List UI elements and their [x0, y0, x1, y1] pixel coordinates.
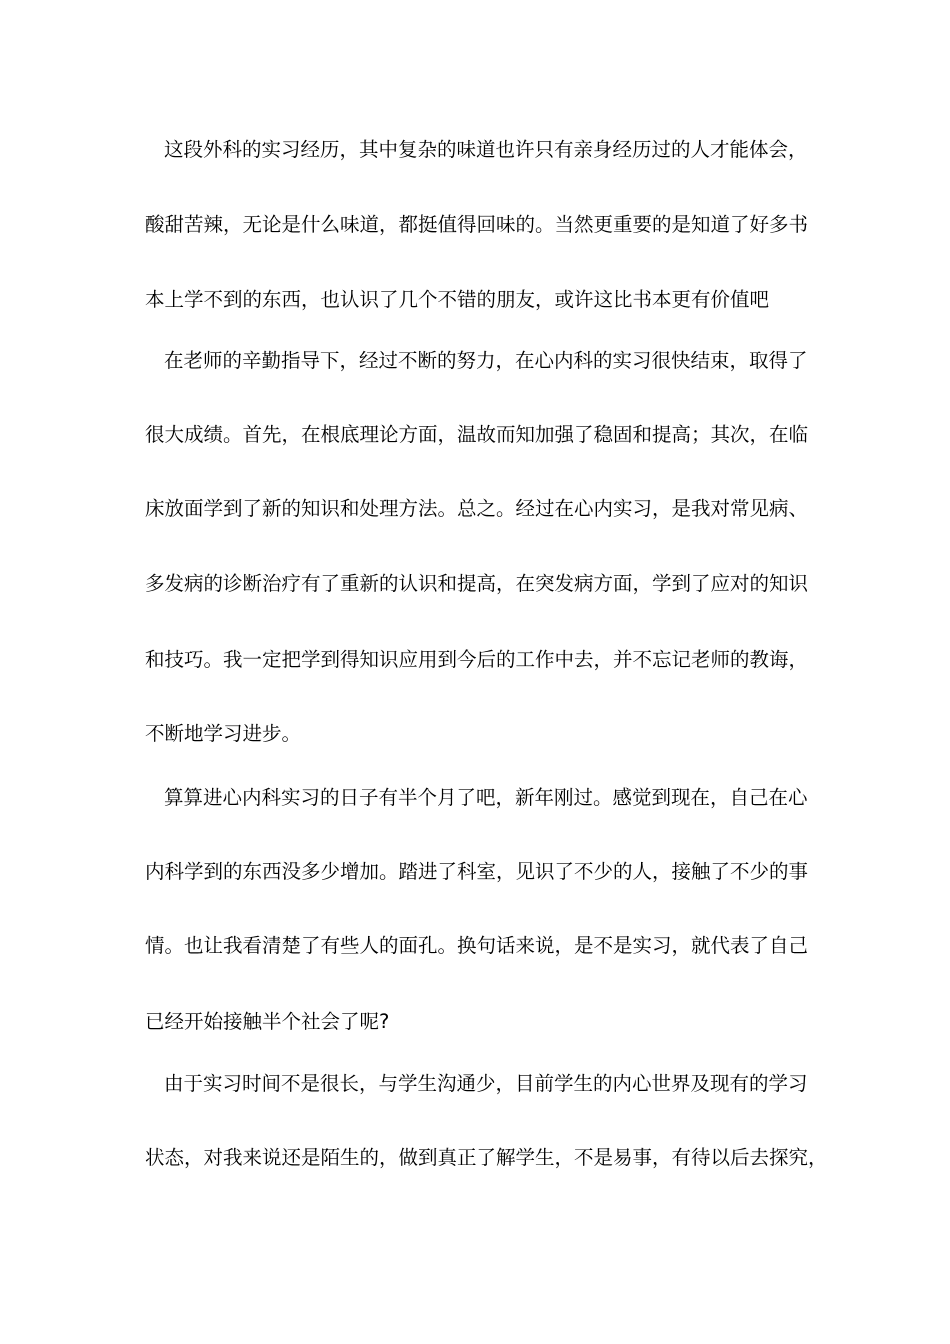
paragraph-2-line-3: 床放面学到了新的知识和处理方法。总之。经过在心内实习，是我对常见病、 — [145, 497, 809, 520]
paragraph-3-line-2: 内科学到的东西没多少增加。踏进了科室，见识了不少的人，接触了不少的事 — [145, 860, 809, 883]
paragraph-2-line-1: 在老师的辛勤指导下，经过不断的努力，在心内科的实习很快结束，取得了 — [164, 349, 808, 372]
paragraph-1-line-3: 本上学不到的东西，也认识了几个不错的朋友，或许这比书本更有价值吧 — [145, 288, 770, 311]
paragraph-1-line-1: 这段外科的实习经历，其中复杂的味道也许只有亲身经历过的人才能体会， — [164, 138, 808, 161]
paragraph-4-line-1: 由于实习时间不是很长，与学生沟通少，目前学生的内心世界及现有的学习 — [164, 1072, 808, 1095]
paragraph-3-line-1: 算算进心内科实习的日子有半个月了吧，新年刚过。感觉到现在，自己在心 — [164, 786, 808, 809]
paragraph-3-line-4: 已经开始接触半个社会了呢? — [145, 1010, 390, 1033]
paragraph-3-line-3: 情。也让我看清楚了有些人的面孔。换句话来说，是不是实习，就代表了自己 — [145, 934, 809, 957]
paragraph-4-line-2: 状态，对我来说还是陌生的，做到真正了解学生，不是易事，有待以后去探究， — [145, 1146, 828, 1169]
paragraph-1-line-2: 酸甜苦辣，无论是什么味道，都挺值得回味的。当然更重要的是知道了好多书 — [145, 213, 809, 236]
paragraph-2-line-2: 很大成绩。首先，在根底理论方面，温故而知加强了稳固和提高；其次，在临 — [145, 423, 809, 446]
paragraph-2-line-6: 不断地学习进步。 — [145, 722, 302, 745]
paragraph-2-line-4: 多发病的诊断治疗有了重新的认识和提高，在突发病方面，学到了应对的知识 — [145, 572, 809, 595]
paragraph-2-line-5: 和技巧。我一定把学到得知识应用到今后的工作中去，并不忘记老师的教诲， — [145, 648, 809, 671]
